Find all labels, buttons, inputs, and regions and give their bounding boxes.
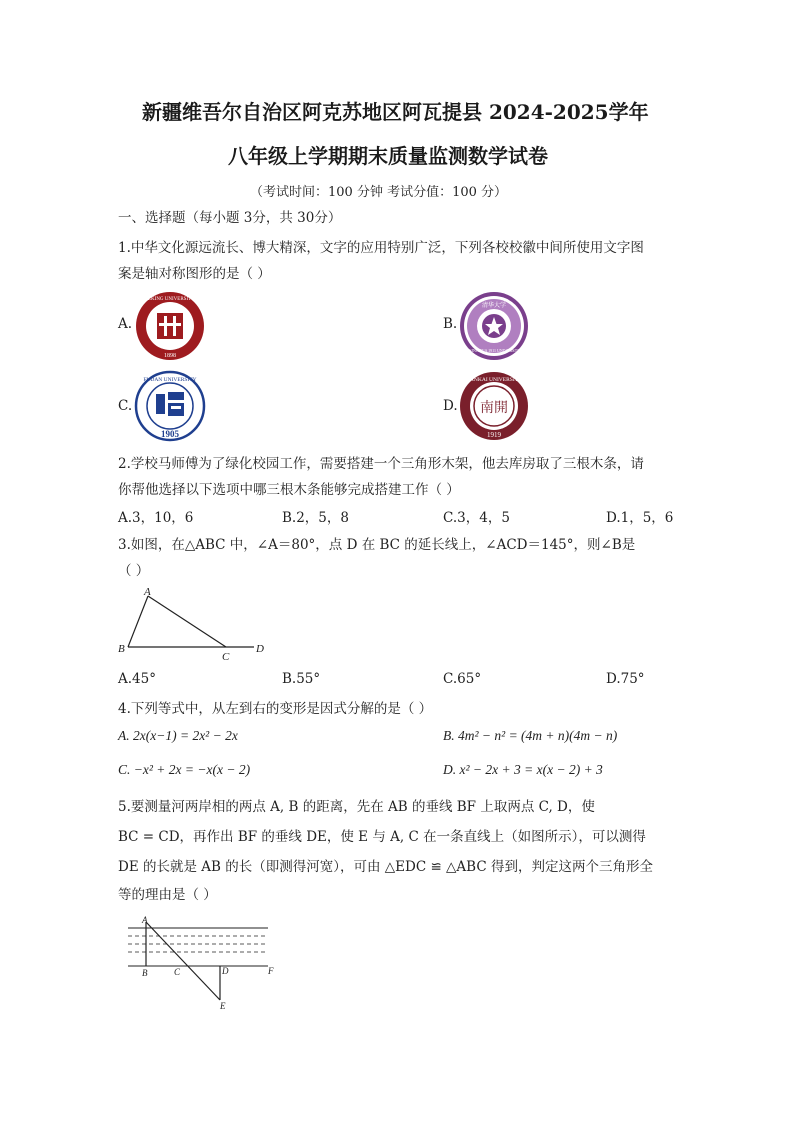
q5-line-1: 5.要测量河两岸相的两点 A, B 的距离，先在 AB 的垂线 BF 上取两点 C, D，使 — [118, 799, 595, 815]
logo-b-ring-text: TSINGHUA 1911 UNIVERSITY — [466, 348, 522, 353]
q2-option-c: C.3，4，5 — [443, 510, 510, 526]
logo-c-year: 1905 — [161, 429, 179, 439]
logo-c-ring-text: FUDAN UNIVERSITY — [143, 377, 197, 383]
q1-label-c: C. — [118, 398, 133, 414]
nankai-university-logo — [458, 370, 530, 446]
q1-line-1: 1.中华文化源远流长、博大精深，文字的应用特别广泛，下列各校校徽中间所使用文字图 — [118, 240, 644, 256]
q5-label-f: F — [268, 966, 274, 976]
title-line-1: 新疆维吾尔自治区阿克苏地区阿瓦提县 2024-2025学年 — [142, 100, 649, 124]
logo-a-year: 1898 — [164, 353, 176, 359]
q4-option-c: C. −x² + 2x = −x(x − 2) — [118, 762, 251, 777]
q3-label-d: D — [256, 643, 264, 655]
q3-label-c: C — [222, 651, 230, 663]
q5-line-2: BC = CD，再作出 BF 的垂线 DE，使 E 与 A, C 在一条直线上（如图所示），可以测得 — [118, 829, 646, 845]
q4-option-d: D. x² − 2x + 3 = x(x − 2) + 3 — [443, 762, 603, 777]
q3-line-2: （ ） — [118, 563, 150, 579]
q5-label-a: A — [142, 915, 148, 925]
tsinghua-university-logo — [458, 290, 530, 366]
q4-option-a: A. 2x(x−1) = 2x² − 2x — [118, 728, 238, 743]
q2-option-d: D.1，5，6 — [606, 510, 674, 526]
q3-triangle-figure — [112, 582, 272, 668]
q1-line-2: 案是轴对称图形的是（ ） — [118, 266, 271, 282]
logo-d-year: 1919 — [487, 431, 501, 439]
title-line-2: 八年级上学期期末质量监测数学试卷 — [228, 144, 548, 168]
q2-option-a: A.3，10，6 — [118, 510, 194, 526]
q3-label-b: B — [118, 643, 125, 655]
q1-label-b: B. — [443, 316, 458, 332]
q4-option-b: B. 4m² − n² = (4m + n)(4m − n) — [443, 728, 618, 743]
q1-label-a: A. — [118, 316, 133, 332]
q1-label-d: D. — [443, 398, 458, 414]
q2-line-2: 你帮他选择以下选项中哪三根木条能够完成搭建工作（ ） — [118, 482, 460, 498]
q3-label-a: A — [144, 586, 151, 598]
logo-d-center: 南開 — [480, 401, 508, 416]
q5-label-b: B — [142, 968, 148, 978]
q5-label-e: E — [220, 1001, 226, 1010]
logo-d-ring-text: NANKAI UNIVERSITY — [465, 377, 523, 383]
q3-option-c: C.65° — [443, 671, 482, 687]
q3-option-b: B.55° — [282, 671, 321, 687]
q5-label-d: D — [222, 966, 229, 976]
q2-line-1: 2.学校马师傅为了绿化校园工作，需要搭建一个三角形木架，他去库房取了三根木条，请 — [118, 456, 644, 472]
logo-b-top: 清华大学 — [481, 303, 507, 309]
q3-line-1: 3.如图，在△ABC 中，∠A＝80°，点 D 在 BC 的延长线上，∠ACD＝145°，则∠B是 — [118, 537, 636, 553]
q5-label-c: C — [174, 967, 181, 977]
q5-line-3: DE 的长就是 AB 的长（即测得河宽），可由 △EDC ≌ △ABC 得到，判定这两个三角形全 — [118, 859, 653, 875]
q3-option-a: A.45° — [118, 671, 156, 687]
section-heading: 一、选择题（每小题 3分，共 30分） — [118, 210, 342, 226]
q4-line-1: 4.下列等式中，从左到右的变形是因式分解的是（ ） — [118, 701, 433, 717]
q2-option-b: B.2，5，8 — [282, 510, 349, 526]
logo-a-ring-text: PEKING UNIVERSITY — [145, 297, 195, 302]
fudan-university-logo — [134, 370, 206, 446]
exam-info: （考试时间：100 分钟 考试分值：100 分） — [250, 185, 508, 200]
q5-line-4: 等的理由是（ ） — [118, 887, 217, 903]
q3-option-d: D.75° — [606, 671, 645, 687]
q5-river-figure — [124, 912, 284, 1014]
peking-university-logo — [134, 290, 206, 366]
